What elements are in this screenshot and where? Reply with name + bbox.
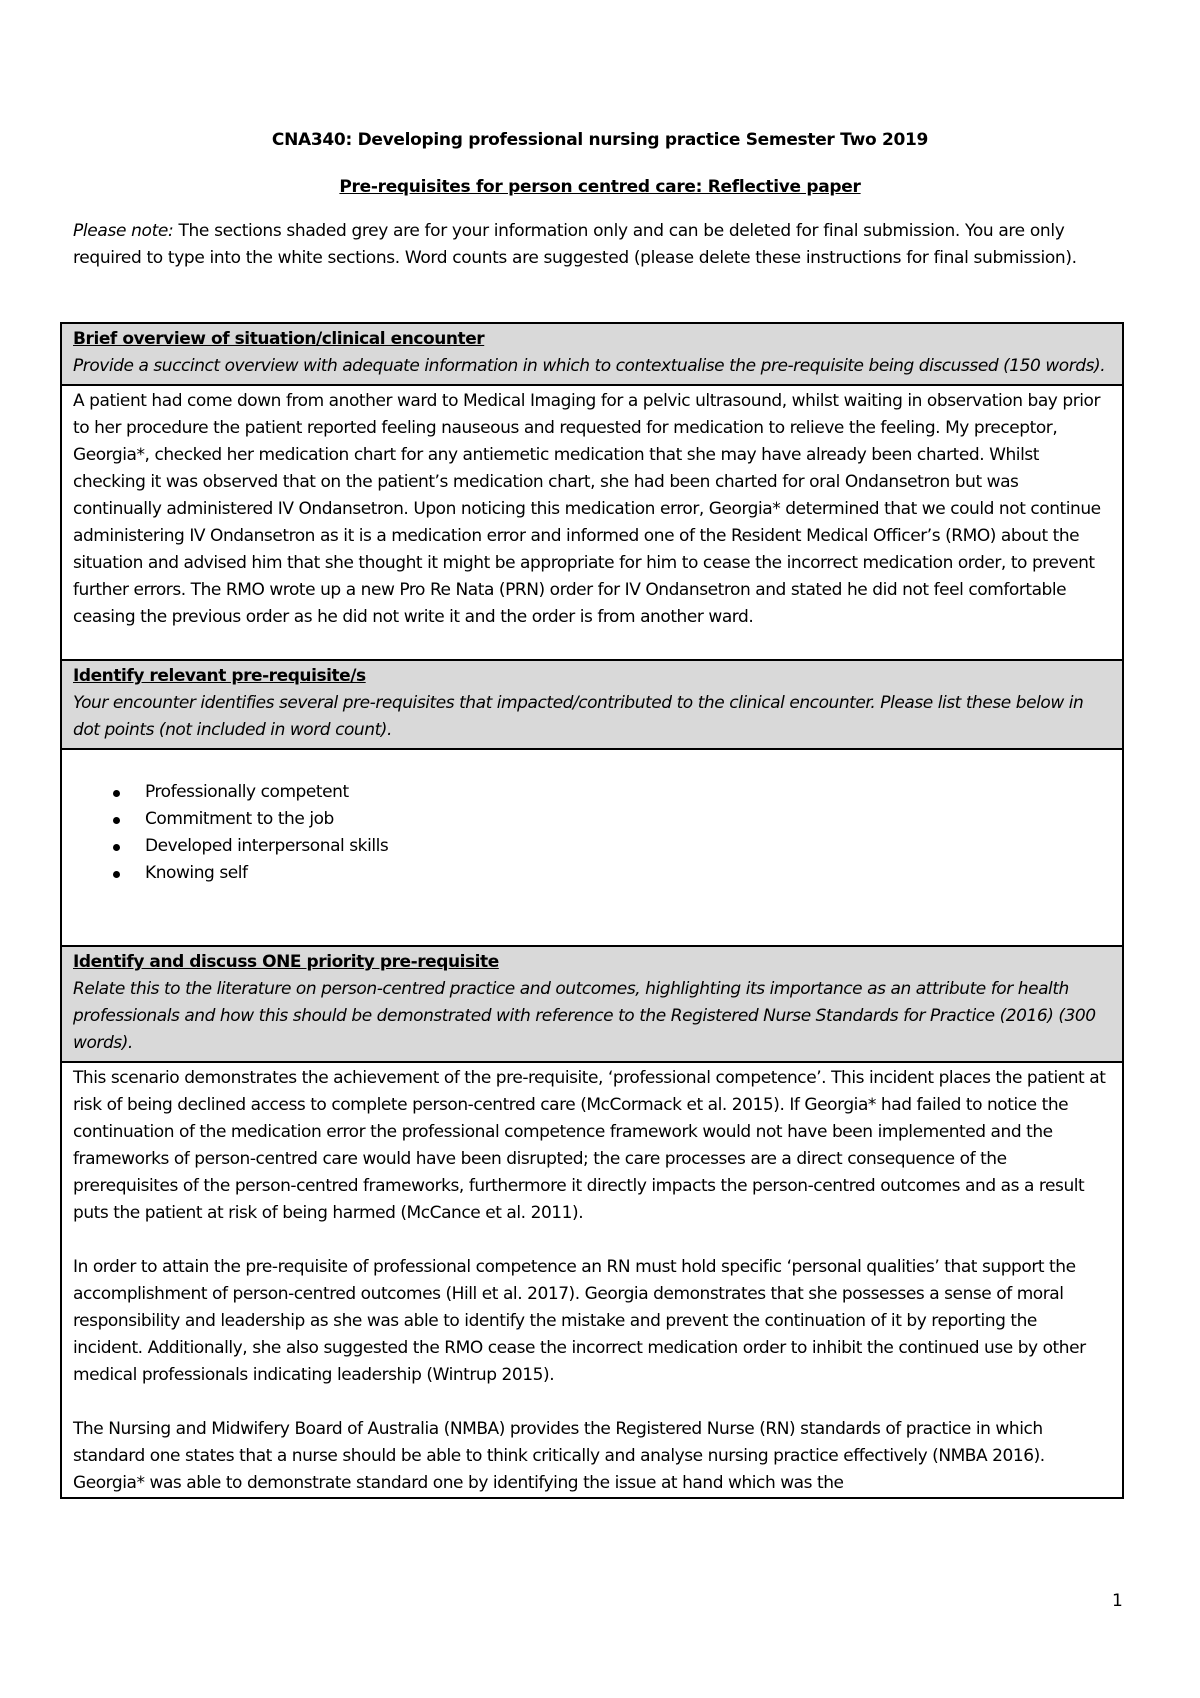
section-header-row [61,660,1123,749]
prerequisites-header-cell [61,660,1123,749]
priority-answer-cell[interactable] [61,1062,1123,1498]
document-title: CNA340: Developing professional nursing practice Semester Two 2019 [271,130,929,150]
list-item [109,833,1111,860]
overview-section-instructions: Provide a succinct overview with adequate information in which to contextualise the pre-requisite being discussed (150 words). [73,356,1106,376]
section-answer-row [61,1062,1123,1498]
priority-header-cell [61,946,1123,1062]
overview-paragraph: A patient had come down from another ward to Medical Imaging for a pelvic ultrasound, whilst waiting in observation bay prior to her procedure the patient reported feeling nauseous and requested for medication to relieve the feeling. My preceptor, Georgia*, checked her medication chart for any antiemetic medication that she may have already been charted. Whilst checking it was observed that on the patient’s medication chart, she had been charted for oral Ondansetron but was continually administered IV Ondansetron. Upon noticing this medication error, Georgia* determined that we could not continue administering IV Ondansetron as it is a medication error and informed one of the Resident Medical Officer’s (RMO) about the situation and advised him that she thought it might be appropriate for him to cease the incorrect medication order, to prevent further errors. The RMO wrote up a new Pro Re Nata (PRN) order for IV Ondansetron and stated he did not feel comfortable ceasing the previous order as he did not write it and the order is from another ward. [73,391,1101,627]
reflective-form-table [60,322,1124,1499]
list-item-text: Professionally competent [145,782,349,802]
list-item [109,806,1111,833]
bullet-icon [113,844,120,851]
overview-section-title: Brief overview of situation/clinical encounter [73,329,485,349]
section-answer-row [61,749,1123,946]
priority-paragraph: In order to attain the pre-requisite of professional competence an RN must hold specific ‘personal qualities’ that support the accomplishment of person-centred outcomes (Hill et al. 2017). Georgia demonstrates that she possesses a sense of moral responsibility and leadership as she was able to identify the mistake and prevent the continuation of it by reporting the incident. Additionally, she also suggested the RMO cease the incorrect medication order to inhibit the continued use by other medical professionals indicating leadership (Wintrup 2015). [73,1257,1086,1385]
list-item [109,779,1111,806]
bullet-icon [113,871,120,878]
list-item [109,860,1111,887]
priority-section-instructions: Relate this to the literature on person-centred practice and outcomes, highlighting its importance as an attribute for health professionals and how this should be demonstrated with reference to the Registered Nurse Standards for Practice (2016) (300 words). [73,979,1096,1053]
document-subtitle: Pre-requisites for person centred care: Reflective paper [339,177,861,197]
list-item-text: Developed interpersonal skills [145,836,389,856]
section-header-row [61,323,1123,385]
page-number: 1 [1112,1591,1123,1611]
priority-section-title: Identify and discuss ONE priority pre-requisite [73,952,499,972]
prerequisites-answer-cell[interactable] [61,749,1123,946]
section-header-row [61,946,1123,1062]
overview-header-cell [61,323,1123,385]
overview-answer-cell[interactable] [61,385,1123,660]
bullet-icon [113,817,120,824]
prerequisites-section-instructions: Your encounter identifies several pre-requisites that impacted/contributed to the clinical encounter. Please list these below in dot points (not included in word count). [73,693,1084,740]
list-item-text: Commitment to the job [145,809,334,829]
priority-paragraph: This scenario demonstrates the achievement of the pre-requisite, ‘professional competence’. This incident places the patient at risk of being declined access to complete person-centred care (McCormack et al. 2015). If Georgia* had failed to notice the continuation of the medication error the professional competence framework would not have been implemented and the frameworks of person-centred care would have been disrupted; the care processes are a direct consequence of the prerequisites of the person-centred frameworks, furthermore it directly impacts the person-centred outcomes and as a result puts the patient at risk of being harmed (McCance et al. 2011). [73,1068,1106,1223]
list-item-text: Knowing self [145,863,248,883]
note-text: The sections shaded grey are for your information only and can be deleted for final submission. You are only required to type into the white sections. Word counts are suggested (please delete these instructions for final submission). [73,221,1077,268]
submission-note [73,218,1133,272]
section-answer-row [61,385,1123,660]
priority-paragraph: The Nursing and Midwifery Board of Australia (NMBA) provides the Registered Nurse (RN) standards of practice in which standard one states that a nurse should be able to think critically and analyse nursing practice effectively (NMBA 2016). Georgia* was able to demonstrate standard one by identifying the issue at hand which was the [73,1419,1045,1493]
bullet-icon [113,790,120,797]
note-label: Please note: [73,221,174,241]
prerequisites-bullet-list [73,779,1111,887]
prerequisites-section-title: Identify relevant pre-requisite/s [73,666,366,686]
